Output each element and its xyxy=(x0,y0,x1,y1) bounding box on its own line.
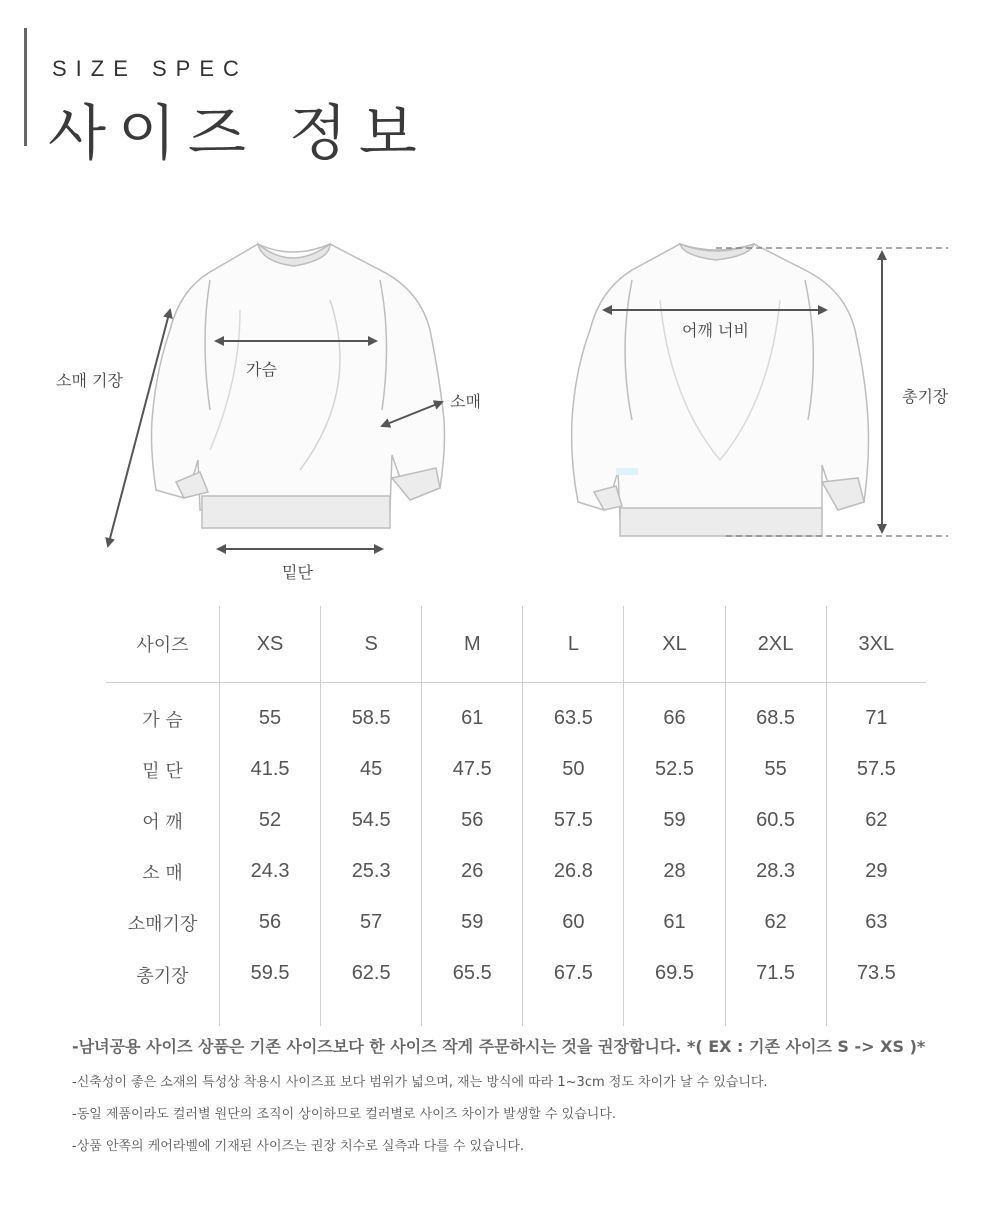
table-cell: 57.5 xyxy=(856,758,896,780)
table-cell: 69.5 xyxy=(624,948,725,1026)
label-sleeve-length: 소매 기장 xyxy=(56,371,123,390)
note-item: -상품 안쪽의 케어라벨에 기재된 사이즈는 권장 치수로 실측과 다를 수 있습니다. xyxy=(72,1139,525,1154)
table-cell: 66 xyxy=(624,683,725,745)
table-cell: 55 xyxy=(220,683,321,745)
note-item: -신축성이 좋은 소재의 특성상 착용시 사이즈표 보다 범위가 넓으며, 재는 방식에 따라 1~3cm 정도 차이가 날 수 있습니다. xyxy=(72,1075,768,1090)
table-cell: 56 xyxy=(220,897,321,948)
table-row xyxy=(106,948,926,1026)
row-label: 밑 단 xyxy=(106,744,220,795)
table-cell: 68.5 xyxy=(725,683,826,745)
table-header-cell: L xyxy=(523,606,624,683)
table-cell: 52.5 xyxy=(624,744,725,795)
table-cell: 62 xyxy=(725,897,826,948)
front-sweatshirt xyxy=(152,244,445,528)
table-cell: 71 xyxy=(865,707,888,729)
table-cell: 60.5 xyxy=(725,795,826,846)
table-cell: 57 xyxy=(321,897,422,948)
table-cell: 61 xyxy=(624,897,725,948)
table-cell: 52 xyxy=(220,795,321,846)
table-cell: 55 xyxy=(725,744,826,795)
size-table xyxy=(106,606,926,1026)
table-cell: 63 xyxy=(865,911,888,933)
label-total-length: 총기장 xyxy=(902,387,949,406)
table-cell: 47.5 xyxy=(422,744,523,795)
header-accent-bar xyxy=(24,28,27,146)
table-cell: 28 xyxy=(624,846,725,897)
table-row xyxy=(106,744,926,795)
table-cell: 50 xyxy=(523,744,624,795)
row-label: 소매기장 xyxy=(106,897,220,948)
table-cell: 59 xyxy=(624,795,725,846)
table-cell: 71.5 xyxy=(725,948,826,1026)
row-label: 가 슴 xyxy=(106,683,220,745)
table-cell: 65.5 xyxy=(422,948,523,1026)
label-chest: 가슴 xyxy=(246,360,277,379)
table-header-cell: M xyxy=(422,606,523,683)
label-shoulder-width: 어깨 너비 xyxy=(682,321,749,340)
table-cell: 60 xyxy=(523,897,624,948)
page-title: 사이즈 정보 xyxy=(48,99,429,169)
table-header-cell: XL xyxy=(624,606,725,683)
section-eyebrow: SIZE SPEC xyxy=(52,56,248,81)
table-row xyxy=(106,846,926,897)
row-label: 총기장 xyxy=(106,948,220,1026)
table-cell: 26 xyxy=(422,846,523,897)
table-cell: 45 xyxy=(321,744,422,795)
table-cell: 54.5 xyxy=(321,795,422,846)
size-notes xyxy=(72,1034,925,1167)
table-cell: 24.3 xyxy=(220,846,321,897)
sweatshirt-illustration xyxy=(0,220,1000,590)
table-cell: 57.5 xyxy=(523,795,624,846)
table-header-cell: 사이즈 xyxy=(106,606,220,683)
table-cell: 62 xyxy=(865,809,888,831)
table-cell: 61 xyxy=(422,683,523,745)
table-cell: 26.8 xyxy=(523,846,624,897)
row-label: 어 깨 xyxy=(106,795,220,846)
table-header-cell: 2XL xyxy=(725,606,826,683)
table-cell: 59.5 xyxy=(220,948,321,1026)
table-cell: 28.3 xyxy=(725,846,826,897)
table-cell: 58.5 xyxy=(321,683,422,745)
table-row xyxy=(106,795,926,846)
note-item: -동일 제품이라도 컬러별 원단의 조직이 상이하므로 컬러별로 사이즈 차이가 발생할 수 있습니다. xyxy=(72,1107,617,1122)
table-cell: 56 xyxy=(422,795,523,846)
table-header-cell: XS xyxy=(220,606,321,683)
label-hem: 밑단 xyxy=(282,563,313,582)
table-cell: 62.5 xyxy=(321,948,422,1026)
row-label: 소 매 xyxy=(106,846,220,897)
table-header-cell: 3XL xyxy=(826,606,926,683)
note-main: -남녀공용 사이즈 상품은 기존 사이즈보다 한 사이즈 작게 주문하시는 것을 권장합니다. *( EX : 기존 사이즈 S -> XS )* xyxy=(72,1037,926,1056)
table-cell: 25.3 xyxy=(321,846,422,897)
table-cell: 29 xyxy=(865,860,888,882)
label-sleeve: 소매 xyxy=(450,392,481,411)
table-header-row xyxy=(106,606,926,683)
table-cell: 73.5 xyxy=(856,962,896,984)
table-cell: 41.5 xyxy=(220,744,321,795)
table-cell: 67.5 xyxy=(523,948,624,1026)
table-row xyxy=(106,683,926,745)
table-row xyxy=(106,897,926,948)
table-cell: 59 xyxy=(422,897,523,948)
table-cell: 63.5 xyxy=(523,683,624,745)
back-sweatshirt xyxy=(572,244,869,536)
table-header-cell: S xyxy=(321,606,422,683)
